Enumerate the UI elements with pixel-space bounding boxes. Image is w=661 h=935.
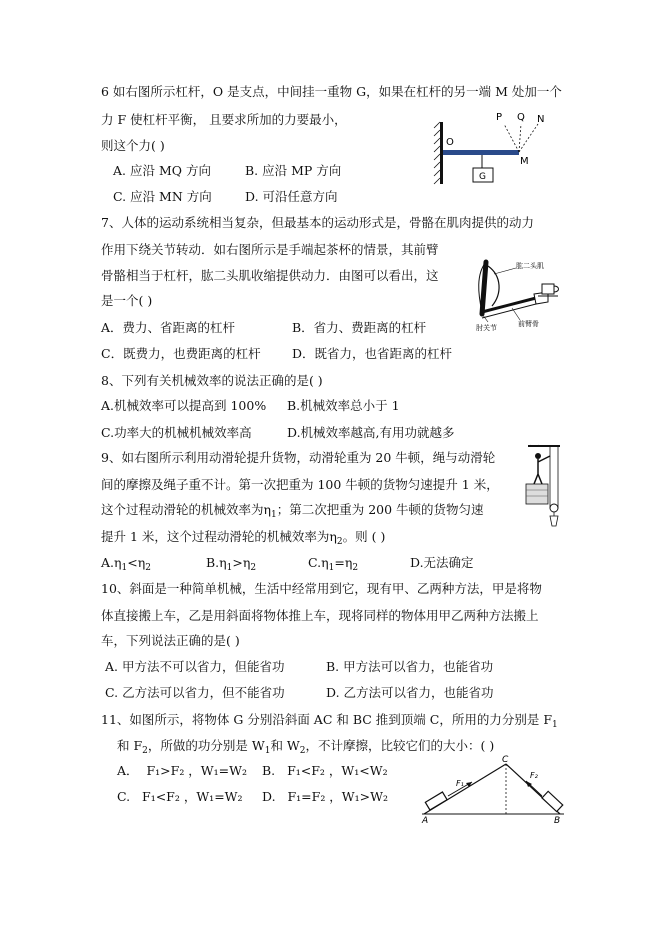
q7-option-a: A．费力、省距离的杠杆	[101, 320, 236, 335]
q11-label-f1: F₁	[456, 779, 464, 788]
q7-label-muscle: 肱二头肌	[516, 262, 544, 270]
q9-option-a: $A.\eta_1<\eta_2$	[101, 555, 151, 573]
q6-label-m: M	[520, 156, 529, 167]
q6-label-p: P	[496, 112, 503, 123]
q8-option-a: A.机械效率可以提高到 100%	[101, 398, 267, 413]
q6-option-c: C. 应沿 MN 方向	[113, 189, 212, 204]
q9-option-b: $B.\eta_1>\eta_2$	[206, 555, 257, 573]
q11-label-a: A	[422, 816, 429, 824]
q9-line-2: 间的摩擦及绳子重不计。第一次把重为 100 牛顿的货物匀速提升 1 米，	[101, 477, 499, 492]
q6-lever-figure	[430, 108, 560, 188]
q10-option-c: C. 乙方法可以省力，但不能省功	[105, 685, 285, 700]
q7-line-4: 是一个( )	[101, 293, 153, 308]
q11-line-1: 11、如图所示，将物体 G 分别沿斜面 AC 和 BC 推到顶端 C，所用的力分别是 $F_1$	[101, 712, 558, 730]
q6-label-o: O	[446, 137, 454, 148]
q6-option-d: D. 可沿任意方向	[245, 189, 338, 204]
q11-option-c: C. F₁<F₂ ，W₁=W₂	[117, 789, 243, 804]
q7-arm-figure	[472, 254, 564, 334]
q6-line-2: 力 F 使杠杆平衡， 且要求所加的力要最小，	[101, 112, 347, 127]
q11-label-f2: F₂	[530, 771, 538, 780]
q6-line-1: 6 如右图所示杠杆，O 是支点，中间挂一重物 G，如果在杠杆的另一端 M 处加一个	[101, 84, 562, 99]
q11-incline-figure	[414, 752, 570, 824]
q6-option-a: A. 应沿 MQ 方向	[113, 163, 211, 178]
q10-line-2: 体直接搬上车，乙是用斜面将物体推上车，现将同样的物体用甲乙两种方法搬上	[101, 608, 539, 623]
q6-label-n: N	[537, 114, 545, 125]
q8-option-d: D.机械效率越高,有用功就越多	[287, 425, 455, 440]
q6-line-3: 则这个力( )	[101, 138, 165, 153]
q10-option-d: D. 乙方法可以省力，也能省功	[326, 685, 494, 700]
q9-line-3: 这个过程动滑轮的机械效率为$\eta_1$；第二次把重为 200 牛顿的货物匀速	[101, 502, 484, 520]
q11-option-b: B. F₁<F₂ ，W₁<W₂	[262, 763, 388, 778]
q7-line-1: 7、人体的运动系统相当复杂，但最基本的运动形式是，骨骼在肌肉提供的动力	[101, 215, 534, 230]
q8-option-b: B.机械效率总小于 1	[287, 398, 400, 413]
q9-line-4: 提升 1 米，这个过程动滑轮的机械效率为$\eta_2$。则 ( )	[101, 529, 386, 547]
q10-option-a: A. 甲方法不可以省力，但能省功	[105, 659, 285, 674]
q7-option-d: D．既省力，也省距离的杠杆	[292, 346, 453, 361]
q7-label-forearm: 前臂骨	[518, 320, 539, 328]
q7-label-elbow: 肘关节	[476, 324, 497, 332]
q11-line-2: 和 $F_2$，所做的功分别是 $W_1$和 $W_2$，不计摩擦，比较它们的大小：( )	[117, 738, 495, 756]
q9-option-c: $C.\eta_1=\eta_2$	[308, 555, 359, 573]
q10-line-1: 10、斜面是一种简单机械，生活中经常用到它，现有甲、乙两种方法，甲是将物	[101, 581, 542, 596]
q7-line-2: 作用下绕关节转动．如右图所示是手端起茶杯的情景，其前臂	[101, 242, 439, 257]
q11-option-a: A． F₁>F₂ ，W₁=W₂	[117, 763, 247, 778]
q11-label-c: C	[502, 755, 509, 765]
q11-option-d: D. F₁=F₂ ，W₁>W₂	[262, 789, 388, 804]
q9-line-1: 9、如右图所示利用动滑轮提升货物，动滑轮重为 20 牛顿，绳与动滑轮	[101, 450, 496, 465]
q6-label-g: G	[479, 172, 486, 182]
q7-option-c: C．既费力，也费距离的杠杆	[101, 346, 261, 361]
q10-line-3: 车，下列说法正确的是( )	[101, 633, 240, 648]
q8-option-c: C.功率大的机械机械效率高	[101, 425, 252, 440]
q10-option-b: B. 甲方法可以省力，也能省功	[326, 659, 494, 674]
q8-line-1: 8、下列有关机械效率的说法正确的是( )	[101, 373, 323, 388]
q9-option-d: D.无法确定	[410, 555, 474, 570]
q6-label-q: Q	[517, 112, 525, 123]
q7-option-b: B．省力、费距离的杠杆	[292, 320, 427, 335]
q11-label-b: B	[554, 816, 561, 824]
q7-line-3: 骨骼相当于杠杆，肱二头肌收缩提供动力．由图可以看出，这	[101, 268, 439, 283]
q9-pulley-figure	[524, 444, 564, 528]
q6-option-b: B. 应沿 MP 方向	[245, 163, 342, 178]
